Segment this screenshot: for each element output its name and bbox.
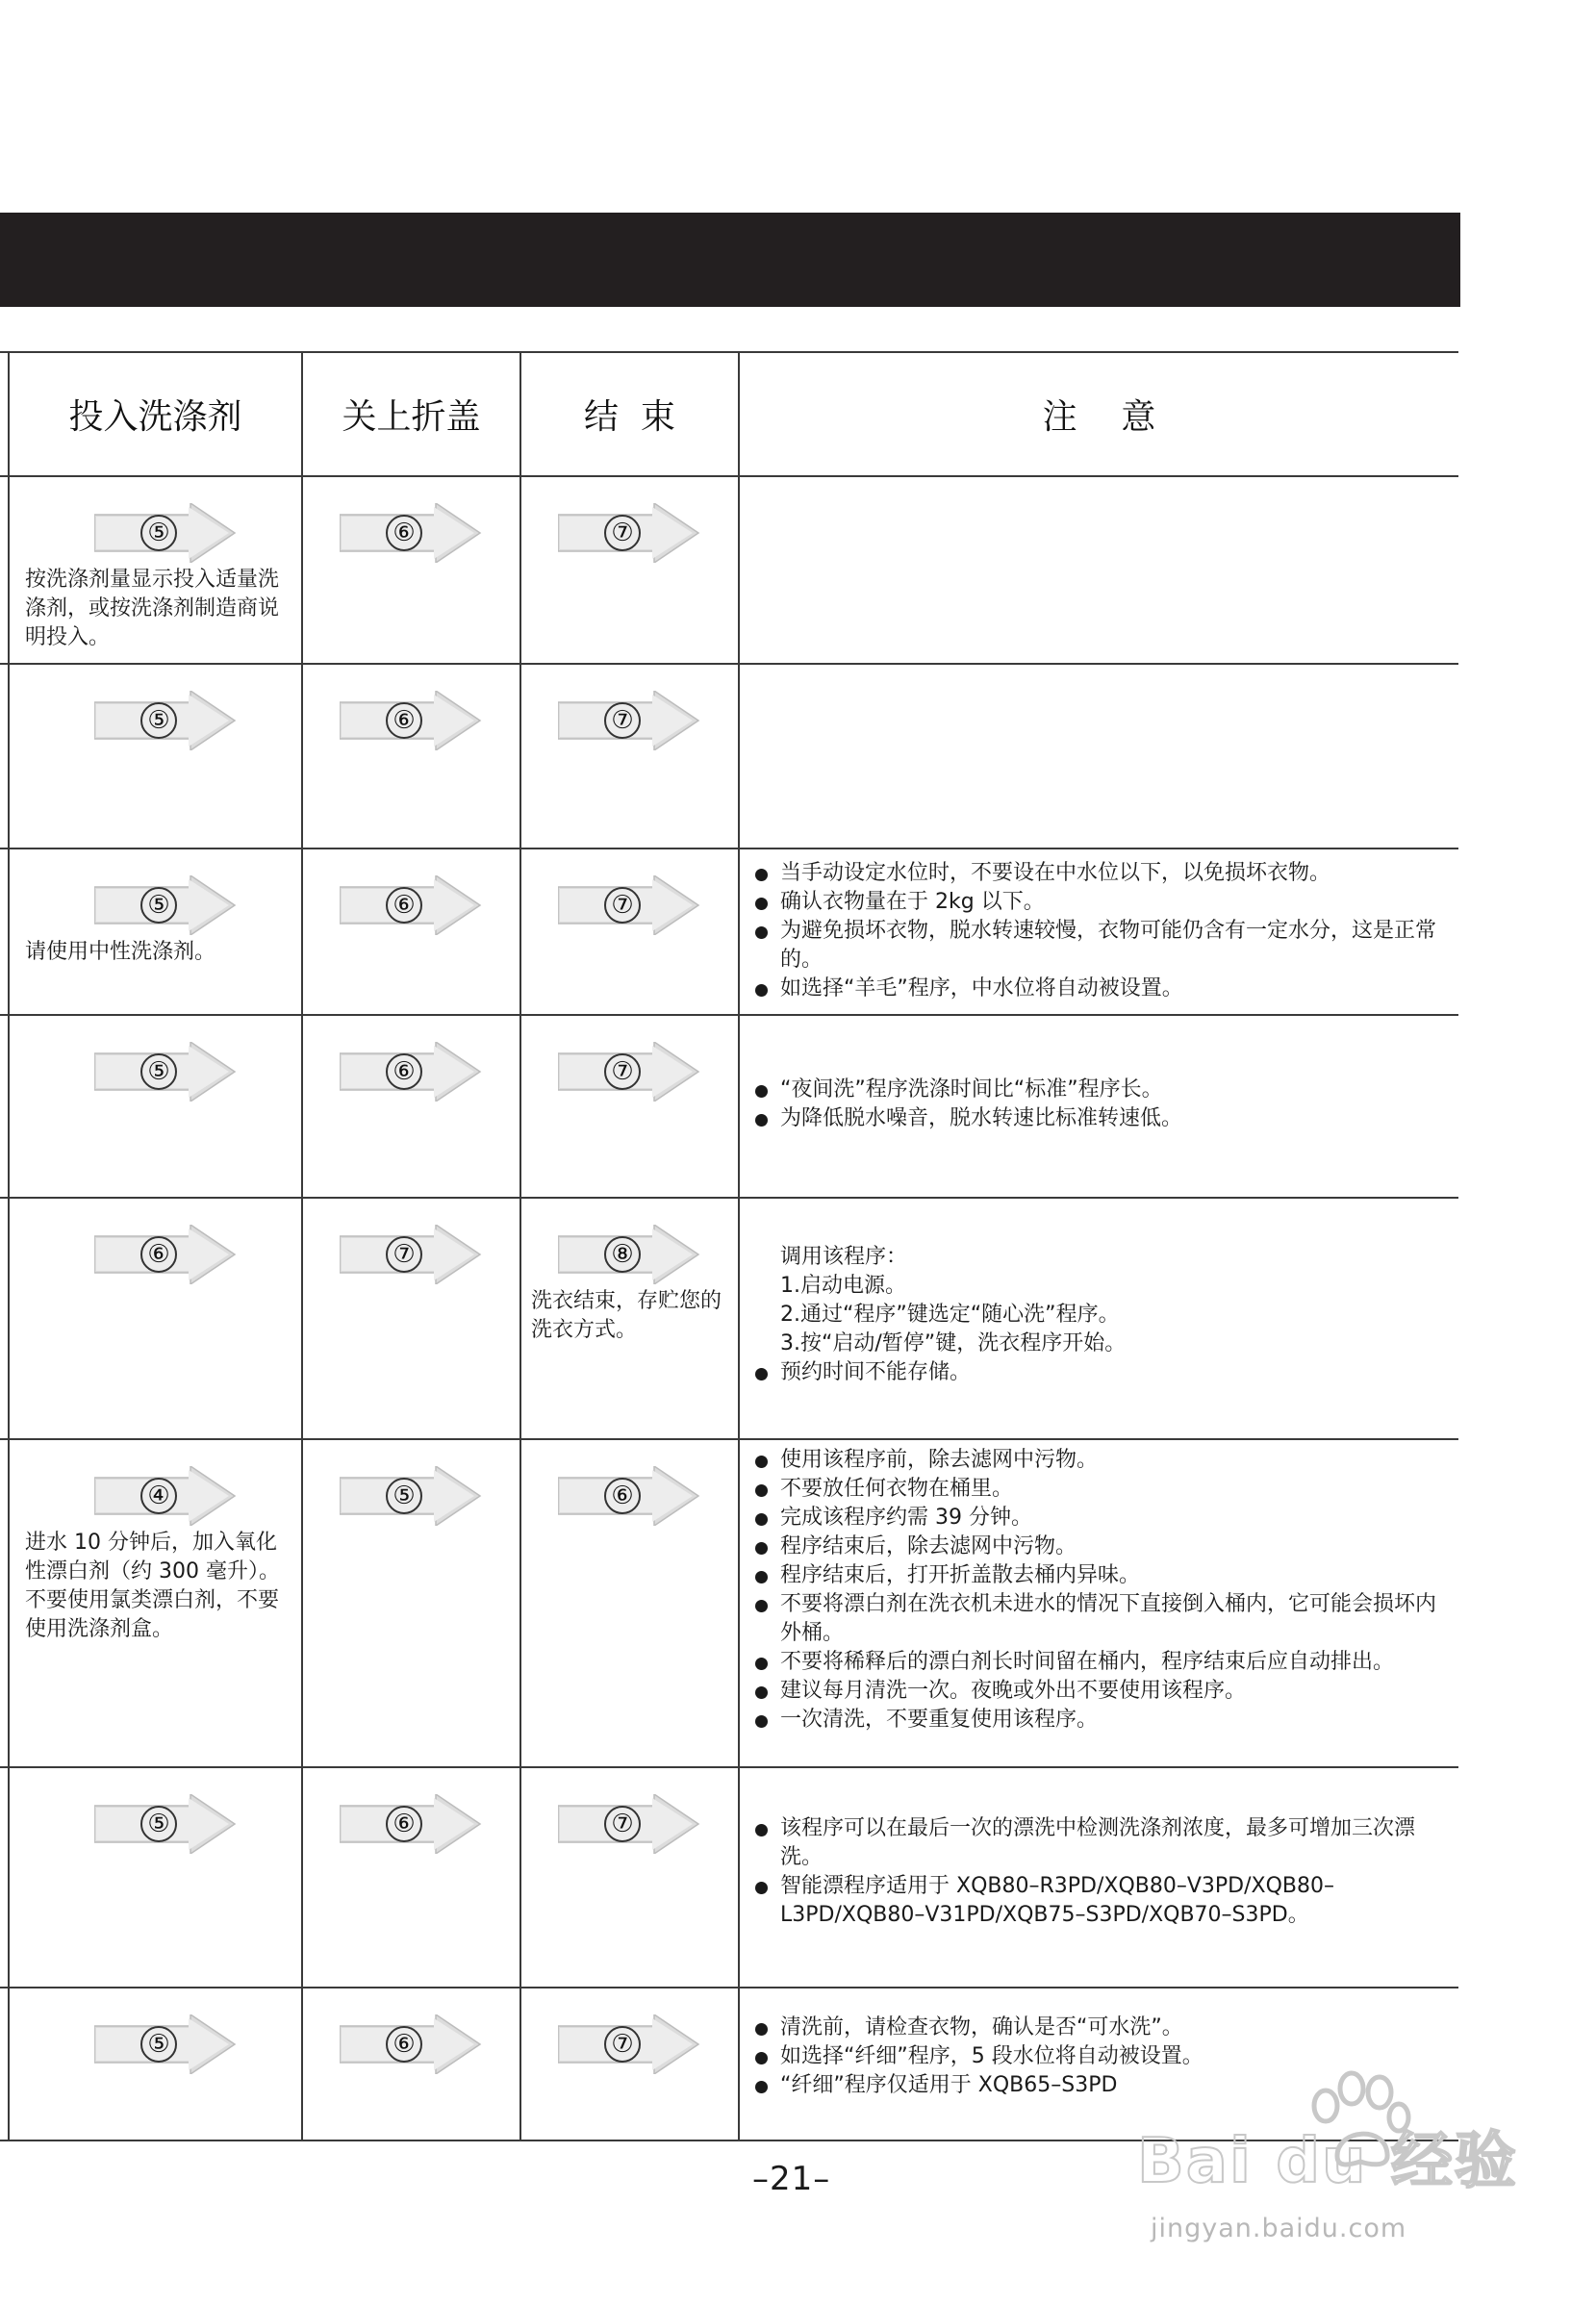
step-arrow	[340, 691, 482, 750]
step-number: ⑥	[140, 1236, 177, 1273]
finish-cell	[521, 665, 740, 848]
finish-instruction: 洗衣结束，存贮您的洗衣方式。	[531, 1289, 722, 1342]
step-number: ⑥	[604, 1478, 641, 1514]
note-text: 确认衣物量在于 2kg 以下。	[780, 890, 1045, 914]
detergent-instruction: 按洗涤剂量显示投入适量洗涤剂，或按洗涤剂制造商说明投入。	[25, 568, 280, 649]
note-item	[751, 1446, 1451, 1475]
step-number: ⑦	[604, 1806, 641, 1842]
notes-cell	[740, 1440, 1458, 1766]
header-finish: 结 束	[521, 353, 740, 475]
note-text: 该程序可以在最后一次的漂洗中检测洗涤剂浓度，最多可增加三次漂洗。	[780, 1816, 1416, 1869]
note-line: 1.启动电源。	[780, 1274, 906, 1298]
bullet-icon	[755, 898, 768, 910]
detergent-cell	[10, 1768, 303, 1987]
note-item	[751, 917, 1451, 975]
bullet-icon	[755, 1513, 768, 1526]
close-lid-cell	[303, 477, 521, 663]
bullet-icon	[755, 1686, 768, 1699]
step-number: ⑦	[604, 515, 641, 551]
notes-list	[751, 1076, 1451, 1133]
note-text: 清洗前，请检查衣物，确认是否“可水洗”。	[780, 2015, 1183, 2039]
note-line: 2.通过“程序”键选定“随心洗”程序。	[780, 1303, 1120, 1327]
note-text: 为降低脱水噪音，脱水转速比标准转速低。	[780, 1106, 1183, 1130]
step-number: ⑥	[386, 887, 422, 924]
step-number: ⑦	[604, 1053, 641, 1090]
step-arrow	[558, 2014, 700, 2074]
note-text: 完成该程序约需 39 分钟。	[780, 1506, 1032, 1530]
detergent-cell	[10, 1988, 303, 2140]
note-line: 调用该程序：	[780, 1245, 908, 1269]
note-item	[751, 1475, 1451, 1504]
note-item	[751, 1706, 1451, 1735]
table-row	[0, 1768, 1458, 1988]
note-text: 不要将稀释后的漂白剂长时间留在桶内，程序结束后应自动排出。	[780, 1650, 1395, 1674]
table-row	[0, 1199, 1458, 1440]
step-number: ⑦	[386, 1236, 422, 1273]
close-lid-cell	[303, 1440, 521, 1766]
close-lid-cell	[303, 1199, 521, 1438]
note-text: 不要放任何衣物在桶里。	[780, 1477, 1014, 1501]
note-item	[751, 975, 1451, 1003]
bullet-icon	[755, 1114, 768, 1127]
page-number: –21–	[752, 2160, 831, 2198]
finish-cell	[521, 1768, 740, 1987]
step-number: ⑥	[386, 1053, 422, 1090]
note-text: 为避免损坏衣物，脱水转速较慢，衣物可能仍含有一定水分，这是正常的。	[780, 919, 1437, 972]
bullet-icon	[755, 1542, 768, 1555]
bullet-icon	[755, 1824, 768, 1836]
program-table	[0, 351, 1458, 2141]
step-arrow	[94, 2014, 237, 2074]
step-arrow	[340, 1225, 482, 1284]
bullet-icon	[755, 1484, 768, 1497]
step-arrow	[94, 503, 237, 563]
detergent-cell	[10, 1440, 303, 1766]
step-arrow	[94, 691, 237, 750]
detergent-cell	[10, 665, 303, 848]
note-item	[751, 888, 1451, 917]
step-arrow	[340, 1042, 482, 1102]
step-number: ⑤	[140, 887, 177, 924]
bullet-icon	[755, 2023, 768, 2036]
step-arrow	[94, 1466, 237, 1526]
detergent-instruction: 进水 10 分钟后，加入氧化性漂白剂（约 300 毫升）。不要使用氯类漂白剂，不要使用洗涤剂盒。	[25, 1531, 280, 1641]
step-arrow	[558, 875, 700, 935]
step-arrow	[340, 875, 482, 935]
note-item	[751, 1104, 1451, 1133]
step-number: ⑦	[604, 887, 641, 924]
bullet-icon	[755, 926, 768, 939]
note-text: 建议每月清洗一次。夜晚或外出不要使用该程序。	[780, 1679, 1247, 1703]
note-text: 一次清洗，不要重复使用该程序。	[780, 1708, 1099, 1732]
note-item	[751, 1872, 1451, 1930]
finish-cell	[521, 1988, 740, 2140]
step-arrow	[558, 1466, 700, 1526]
step-number: ④	[140, 1478, 177, 1514]
section-header-bar	[0, 213, 1460, 307]
step-number: ⑧	[604, 1236, 641, 1273]
baidu-jingyan-watermark: Bai du 经验 jingyan.baidu.com	[1137, 2112, 1522, 2256]
header-close-lid: 关上折盖	[303, 353, 521, 475]
step-arrow	[558, 1225, 700, 1284]
bullet-icon	[755, 1085, 768, 1098]
notes-cell	[740, 477, 1458, 663]
bullet-icon	[755, 2081, 768, 2093]
finish-cell	[521, 1016, 740, 1197]
header-detergent: 投入洗涤剂	[10, 353, 303, 475]
notes-list	[751, 1814, 1451, 1930]
note-text: “夜间洗”程序洗涤时间比“标准”程序长。	[780, 1077, 1163, 1102]
notes-cell	[740, 1016, 1458, 1197]
note-item	[751, 1561, 1451, 1590]
bullet-icon	[755, 1715, 768, 1728]
note-text: 不要将漂白剂在洗衣机未进水的情况下直接倒入桶内，它可能会损坏内外桶。	[780, 1592, 1437, 1645]
header-notes: 注 意	[1042, 397, 1156, 437]
step-arrow	[94, 1794, 237, 1854]
bullet-icon	[755, 2052, 768, 2064]
finish-cell	[521, 1440, 740, 1766]
bullet-icon	[755, 984, 768, 997]
note-text: 程序结束后，除去滤网中污物。	[780, 1534, 1077, 1558]
note-text: 如选择“羊毛”程序，中水位将自动被设置。	[780, 976, 1183, 1001]
step-arrow	[340, 2014, 482, 2074]
detergent-instruction: 请使用中性洗涤剂。	[25, 940, 216, 964]
bullet-icon	[755, 1658, 768, 1670]
step-number: ⑦	[604, 702, 641, 739]
note-text: 当手动设定水位时，不要设在中水位以下，以免损坏衣物。	[780, 861, 1331, 885]
table-header-row	[0, 353, 1458, 477]
note-item	[751, 1358, 1451, 1387]
note-item	[751, 1590, 1451, 1648]
step-number: ⑤	[140, 702, 177, 739]
step-arrow	[558, 691, 700, 750]
note-text: 预约时间不能存储。	[780, 1360, 972, 1384]
bullet-icon	[755, 869, 768, 881]
finish-cell	[521, 1199, 740, 1438]
step-arrow	[558, 1042, 700, 1102]
step-number: ⑤	[140, 1806, 177, 1842]
table-row	[0, 1016, 1458, 1199]
detergent-cell	[10, 849, 303, 1014]
note-text: 智能漂程序适用于 XQB80–R3PD/XQB80–V3PD/XQB80–L3PD/XQB80–V31PD/XQB75–S3PD/XQB70–S3PD。	[780, 1874, 1334, 1927]
notes-cell	[740, 1199, 1458, 1438]
step-number: ⑤	[140, 2026, 177, 2063]
note-item	[751, 1076, 1451, 1104]
note-text: 使用该程序前，除去滤网中污物。	[780, 1448, 1099, 1472]
step-arrow	[340, 1466, 482, 1526]
notes-cell	[740, 665, 1458, 848]
note-item	[751, 1504, 1451, 1532]
note-item	[751, 1677, 1451, 1706]
finish-cell	[521, 477, 740, 663]
detergent-cell	[10, 1199, 303, 1438]
step-number: ⑥	[386, 1806, 422, 1842]
detergent-cell	[10, 1016, 303, 1197]
bullet-icon	[755, 1600, 768, 1612]
close-lid-cell	[303, 1768, 521, 1987]
finish-cell	[521, 849, 740, 1014]
step-number: ⑥	[386, 515, 422, 551]
table-row	[0, 477, 1458, 665]
note-text: 程序结束后，打开折盖散去桶内异味。	[780, 1563, 1141, 1587]
step-arrow	[340, 503, 482, 563]
note-item	[751, 1814, 1451, 1872]
close-lid-cell	[303, 849, 521, 1014]
note-line: 3.按“启动/暂停”键，洗衣程序开始。	[780, 1331, 1127, 1355]
bullet-icon	[755, 1882, 768, 1894]
bullet-icon	[755, 1456, 768, 1468]
note-item	[751, 2014, 1451, 2042]
notes-list	[751, 1446, 1451, 1735]
step-arrow	[558, 503, 700, 563]
close-lid-cell	[303, 1016, 521, 1197]
step-number: ⑥	[386, 702, 422, 739]
step-arrow	[340, 1794, 482, 1854]
detergent-cell	[10, 477, 303, 663]
notes-list	[751, 859, 1451, 1003]
step-number: ⑤	[386, 1478, 422, 1514]
note-text: 如选择“纤细”程序，5 段水位将自动被设置。	[780, 2044, 1203, 2068]
note-item	[751, 1648, 1451, 1677]
bullet-icon	[755, 1571, 768, 1583]
step-number: ⑥	[386, 2026, 422, 2063]
note-item	[751, 859, 1451, 888]
notes-cell	[740, 1768, 1458, 1987]
note-item	[751, 2042, 1451, 2071]
step-arrow	[558, 1794, 700, 1854]
close-lid-cell	[303, 1988, 521, 2140]
step-arrow	[94, 875, 237, 935]
notes-list	[751, 1243, 1451, 1387]
table-row	[0, 1440, 1458, 1768]
notes-cell	[740, 849, 1458, 1014]
step-number: ⑤	[140, 1053, 177, 1090]
note-item	[751, 1532, 1451, 1561]
note-text: “纤细”程序仅适用于 XQB65–S3PD	[780, 2073, 1118, 2097]
table-row	[0, 665, 1458, 849]
step-number: ⑤	[140, 515, 177, 551]
close-lid-cell	[303, 665, 521, 848]
step-arrow	[94, 1225, 237, 1284]
step-arrow	[94, 1042, 237, 1102]
table-row	[0, 849, 1458, 1016]
bullet-icon	[755, 1368, 768, 1380]
step-number: ⑦	[604, 2026, 641, 2063]
